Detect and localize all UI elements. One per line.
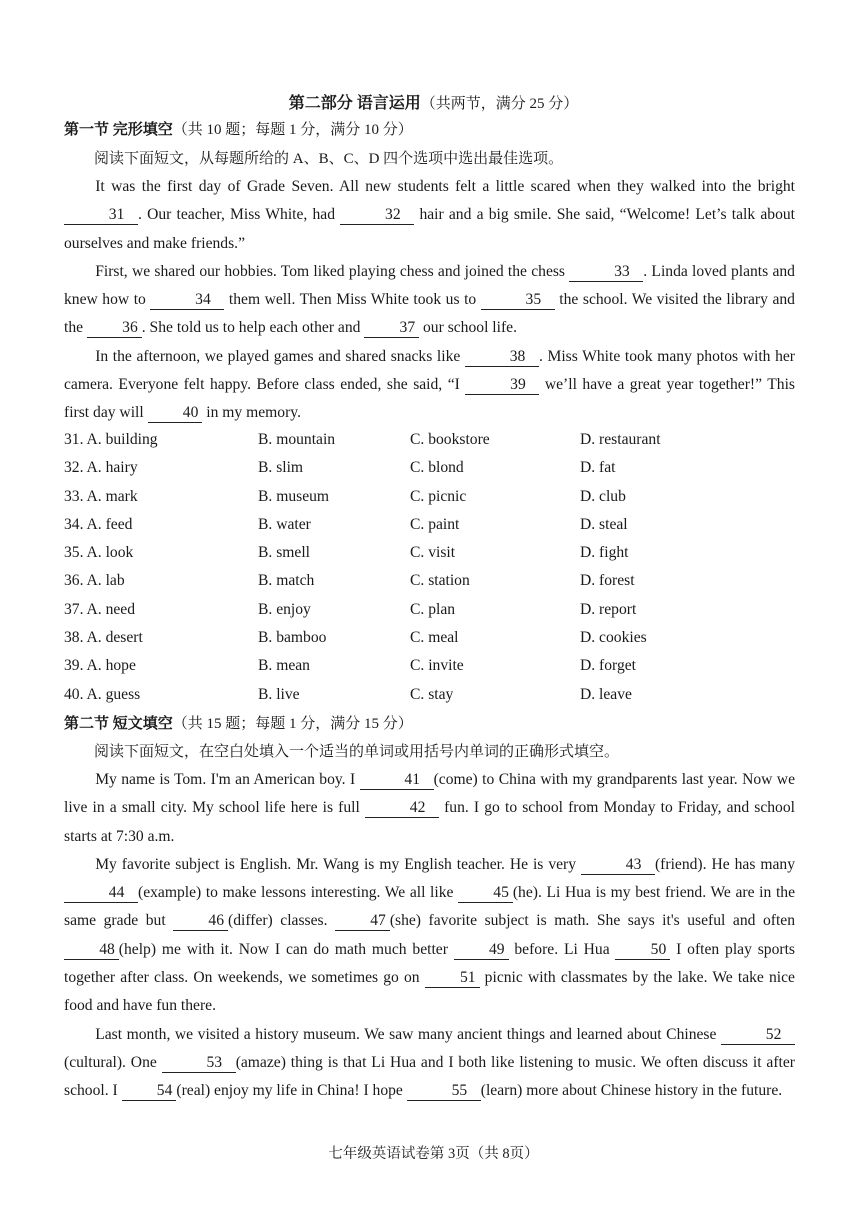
option-row-39 xyxy=(64,652,795,680)
option-35-d[interactable]: D. fight xyxy=(580,544,629,562)
option-38-b[interactable]: B. bamboo xyxy=(258,629,327,647)
section1-heading-note: （共 10 题；每题 1 分，满分 10 分） xyxy=(172,122,413,138)
part-title-note: （共两节，满分 25 分） xyxy=(420,96,579,112)
section2-passage xyxy=(64,738,795,1106)
option-37-a[interactable]: 37. A. need xyxy=(64,600,136,618)
section2-paragraph-1: My name is Tom. I'm an American boy. I 41 (come) to China with my grandparents last year. Now we live in a small city. My school life here is full 42 fun. I go to school from Monday to Friday, and school starts at 7:30 a.m. xyxy=(64,771,795,845)
option-31-b[interactable]: B. mountain xyxy=(258,431,336,448)
options-list xyxy=(64,426,795,709)
section1-paragraph-1: It was the first day of Grade Seven. All new students felt a little scared when they walked into the bright 31 . Our teacher, Miss White, had 32 hair and a big smile. She said, “Welcome! Let’s talk about ourselves and make friends.” xyxy=(64,178,795,252)
section2-heading-text: 第二节 短文填空 xyxy=(64,716,173,732)
section1-paragraph-2: First, we shared our hobbies. Tom liked playing chess and joined the chess 33 . Linda loved plants and knew how to 34 them well. Then Miss White took us to 35 the school. We visited the library and the 36 . She told us to help each other and 37 our school life. xyxy=(64,262,795,337)
option-33-d[interactable]: D. club xyxy=(580,487,626,505)
blank-35[interactable]: 35 xyxy=(481,291,555,310)
blank-32[interactable]: 32 xyxy=(340,206,414,225)
option-34-d[interactable]: D. steal xyxy=(580,515,628,533)
blank-47[interactable]: 47 xyxy=(335,912,390,931)
blank-48[interactable]: 48 xyxy=(64,941,119,960)
blank-39[interactable]: 39 xyxy=(465,376,539,395)
option-39-b[interactable]: B. mean xyxy=(258,657,310,675)
blank-40[interactable]: 40 xyxy=(148,404,203,423)
option-31-a[interactable]: 31. A. building xyxy=(64,431,158,448)
blank-54[interactable]: 54 xyxy=(122,1082,177,1101)
option-35-b[interactable]: B. smell xyxy=(258,544,310,562)
option-40-d[interactable]: D. leave xyxy=(580,685,632,703)
option-39-d[interactable]: D. forget xyxy=(580,657,637,675)
option-row-38 xyxy=(64,624,795,652)
option-33-b[interactable]: B. museum xyxy=(258,487,330,505)
section2-heading-note: （共 15 题；每题 1 分，满分 15 分） xyxy=(172,716,413,732)
part-title xyxy=(0,90,867,113)
blank-55[interactable]: 55 xyxy=(407,1082,481,1101)
option-36-a[interactable]: 36. A. lab xyxy=(64,572,125,590)
option-35-a[interactable]: 35. A. look xyxy=(64,544,134,562)
option-34-a[interactable]: 34. A. feed xyxy=(64,515,133,533)
option-row-37 xyxy=(64,596,795,624)
blank-42[interactable]: 42 xyxy=(365,799,439,818)
option-37-b[interactable]: B. enjoy xyxy=(258,600,311,618)
option-36-b[interactable]: B. match xyxy=(258,572,315,590)
blank-50[interactable]: 50 xyxy=(615,941,670,960)
option-38-c[interactable]: C. meal xyxy=(410,629,459,647)
blank-52[interactable]: 52 xyxy=(721,1026,795,1045)
option-row-33 xyxy=(64,483,795,511)
option-36-d[interactable]: D. forest xyxy=(580,572,635,590)
blank-44[interactable]: 44 xyxy=(64,884,138,903)
blank-34[interactable]: 34 xyxy=(150,291,224,310)
option-31-d[interactable]: D. restaurant xyxy=(580,431,661,448)
blank-43[interactable]: 43 xyxy=(581,856,655,875)
section2-heading xyxy=(64,712,413,733)
blank-38[interactable]: 38 xyxy=(465,348,539,367)
option-38-a[interactable]: 38. A. desert xyxy=(64,629,143,647)
option-32-b[interactable]: B. slim xyxy=(258,459,304,477)
option-35-c[interactable]: C. visit xyxy=(410,544,456,562)
option-34-b[interactable]: B. water xyxy=(258,515,311,533)
option-row-34 xyxy=(64,511,795,539)
blank-53[interactable]: 53 xyxy=(162,1054,236,1073)
section1-heading-text: 第一节 完形填空 xyxy=(64,122,173,138)
option-row-35 xyxy=(64,539,795,567)
option-40-c[interactable]: C. stay xyxy=(410,685,454,703)
section1-passage xyxy=(64,145,795,428)
option-32-c[interactable]: C. blond xyxy=(410,459,464,477)
option-37-c[interactable]: C. plan xyxy=(410,600,456,618)
option-32-a[interactable]: 32. A. hairy xyxy=(64,459,138,477)
option-37-d[interactable]: D. report xyxy=(580,600,637,618)
option-40-a[interactable]: 40. A. guess xyxy=(64,685,141,703)
option-40-b[interactable]: B. live xyxy=(258,685,300,703)
option-row-36 xyxy=(64,567,795,595)
option-row-40 xyxy=(64,681,795,709)
page-footer: 七年级英语试卷第 3页（共 8页） xyxy=(328,1146,539,1162)
option-33-a[interactable]: 33. A. mark xyxy=(64,487,138,505)
option-31-c[interactable]: C. bookstore xyxy=(410,431,490,448)
part-title-text: 第二部分 语言运用 xyxy=(288,95,421,112)
option-34-c[interactable]: C. paint xyxy=(410,515,460,533)
blank-37[interactable]: 37 xyxy=(364,319,419,338)
section2-instruction: 阅读下面短文，在空白处填入一个适当的单词或用括号内单词的正确形式填空。 xyxy=(94,744,620,760)
option-32-d[interactable]: D. fat xyxy=(580,459,616,477)
blank-49[interactable]: 49 xyxy=(454,941,509,960)
section2-paragraph-2: My favorite subject is English. Mr. Wang is my English teacher. He is very 43 (friend). He has many 44 (example) to make lessons interesting. We all like 45 (he). Li Hua is my best friend. We are in the same grade but 46 (differ) classes. 47 (she) favorite subject is math. She says it's useful and often 48 (help) me with it. Now I can do math much better 49 before. Li Hua 50 I often play sports together after class. On weekends, we sometimes go on 51 picnic with classmates by the lake. We take nice food and have fun there. xyxy=(64,855,796,1015)
section1-paragraph-3: In the afternoon, we played games and shared snacks like 38 . Miss White took many photos with her camera. Everyone felt happy. Before class ended, she said, “I 39 we’ll have a great year together!” This first day will 40 in my memory. xyxy=(64,347,795,422)
option-39-c[interactable]: C. invite xyxy=(410,657,464,675)
blank-31[interactable]: 31 xyxy=(64,206,138,225)
option-38-d[interactable]: D. cookies xyxy=(580,629,647,647)
blank-33[interactable]: 33 xyxy=(569,263,643,282)
blank-46[interactable]: 46 xyxy=(173,912,228,931)
option-row-31 xyxy=(64,426,795,454)
option-row-32 xyxy=(64,454,795,482)
section2-paragraph-3: Last month, we visited a history museum. We saw many ancient things and learned about Chinese 52(cultural). One 53 (amaze) thing is that Li Hua and I both like listening to music. We often discuss it after school. I 54 (real) enjoy my life in China! I hope 55 (learn) more about Chinese history in the future. xyxy=(64,1025,795,1100)
section1-heading xyxy=(64,118,413,139)
option-39-a[interactable]: 39. A. hope xyxy=(64,657,136,675)
option-36-c[interactable]: C. station xyxy=(410,572,470,590)
section1-instruction: 阅读下面短文，从每题所给的 A、B、C、D 四个选项中选出最佳选项。 xyxy=(94,151,564,167)
blank-51[interactable]: 51 xyxy=(425,969,480,988)
blank-45[interactable]: 45 xyxy=(458,884,513,903)
blank-41[interactable]: 41 xyxy=(360,771,434,790)
option-33-c[interactable]: C. picnic xyxy=(410,487,467,505)
blank-36[interactable]: 36 xyxy=(87,319,142,338)
